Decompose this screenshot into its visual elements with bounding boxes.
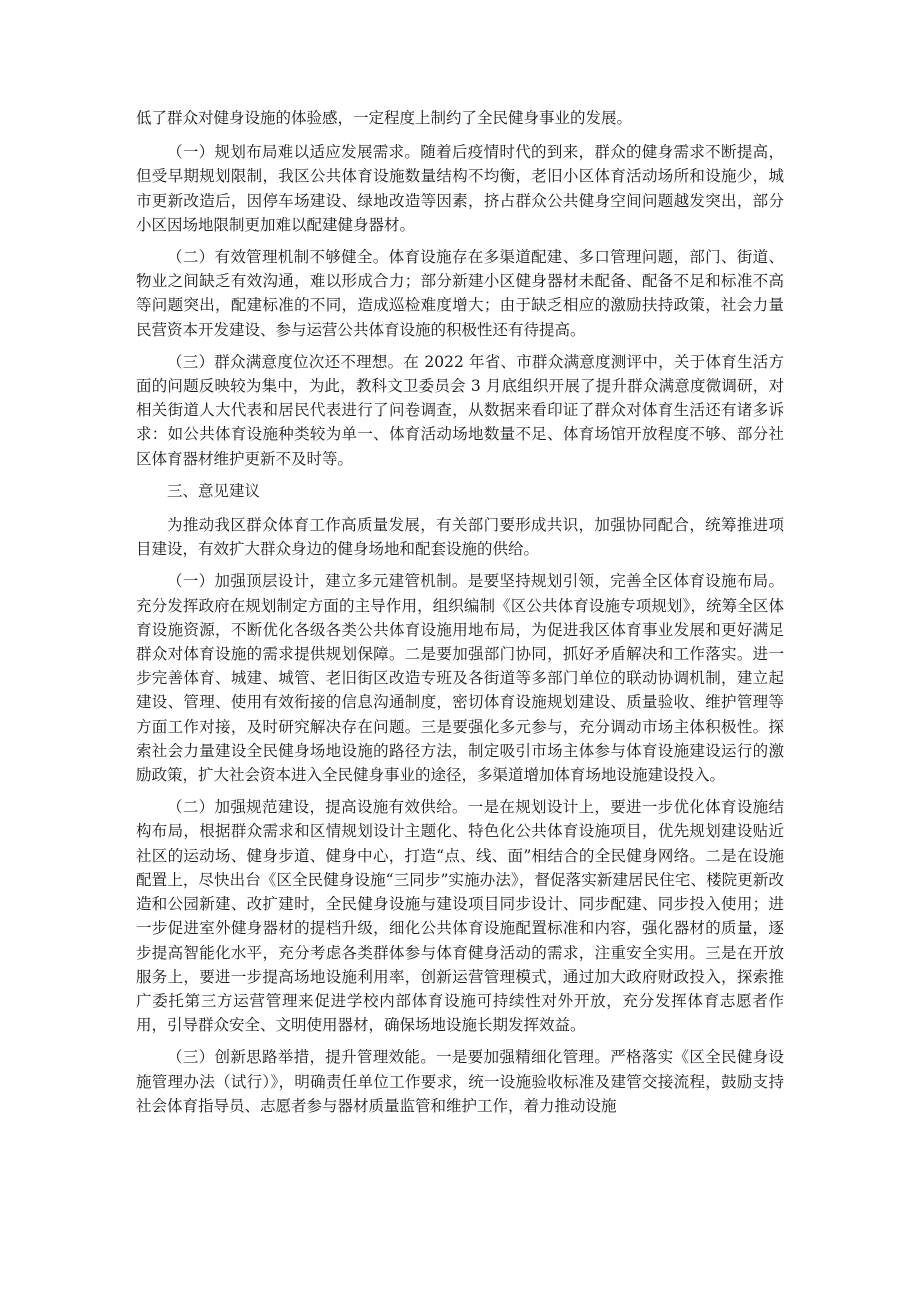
document-page — [136, 106, 784, 1126]
paragraph-suggestion-2: （二）加强规范建设，提高设施有效供给。一是在规划设计上，要进一步优化体育设施结构布局，根据群众需求和区情规划设计主题化、特色化公共体育设施项目，优先规划建设贴近社区的运动场、健身步道、健身中心，打造“点、线、面”相结合的全民健身网络。二是在设施配置上，尽快出台《区全民健身设施“三同步”实施办法》，督促落实新建居民住宅、楼院更新改造和公园新建、改扩建时，全民健身设施与建设项目同步设计、同步配建、同步投入使用；进一步促进室外健身器材的提档升级，细化公共体育设施配置标准和内容，强化器材的质量，逐步提高智能化水平，充分考虑各类群体参与体育健身活动的需求，注重安全实用。三是在开放服务上，要进一步提高场地设施利用率，创新运营管理模式，通过加大政府财政投入，探索推广委托第三方运营管理来促进学校内部体育设施可持续性对外开放，充分发挥体育志愿者作用，引导群众安全、文明使用器材，确保场地设施长期发挥效益。 — [136, 798, 784, 1035]
paragraph-continuation: 低了群众对健身设施的体验感，一定程度上制约了全民健身事业的发展。 — [136, 109, 633, 127]
paragraph-intro: 为推动我区群众体育工作高质量发展，有关部门要形成共识，加强协同配合，统筹推进项目建设，有效扩大群众身边的健身场地和配套设施的供给。 — [136, 516, 784, 559]
paragraph-issue-1: （一）规划布局难以适应发展需求。随着后疫情时代的到来，群众的健身需求不断提高，但受早期规划限制，我区公共体育设施数量结构不均衡，老旧小区体育活动场所和设施少，城市更新改造后，因停车场建设、绿地改造等因素，挤占群众公共健身空间问题越发突出，部分小区因场地限制更加难以配建健身器材。 — [136, 143, 784, 234]
paragraph-issue-2: （二）有效管理机制不够健全。体育设施存在多渠道配建、多口管理问题，部门、街道、物业之间缺乏有效沟通，难以形成合力；部分新建小区健身器材未配备、配备不足和标准不高等问题突出，配建标准的不同，造成巡检难度增大；由于缺乏相应的激励扶持政策，社会力量民营资本开发建设、参与运营公共体育设施的积极性还有待提高。 — [136, 248, 784, 339]
section-heading: 三、意见建议 — [167, 481, 261, 500]
paragraph-suggestion-3: （三）创新思路举措，提升管理效能。一是要加强精细化管理。严格落实《区全民健身设施管理办法（试行）》，明确责任单位工作要求，统一设施验收标准及建管交接流程，鼓励支持社会体育指导员、志愿者参与器材质量监管和维护工作，着力推动设施 — [136, 1048, 784, 1115]
paragraph-suggestion-1: （一）加强顶层设计，建立多元建管机制。是要坚持规划引领，完善全区体育设施布局。充分发挥政府在规划制定方面的主导作用，组织编制《区公共体育设施专项规划》，统筹全区体育设施资源，不断优化各级各类公共体育设施用地布局，为促进我区体育事业发展和更好满足群众对体育设施的需求提供规划保障。二是要加强部门协同，抓好矛盾解决和工作落实。进一步完善体育、城建、城管、老旧街区改造专班及各街道等多部门单位的联动协调机制，建立起建设、管理、使用有效衔接的信息沟通制度，密切体育设施规划建设、质量验收、维护管理等方面工作对接，及时研究解决存在问题。三是要强化多元参与，充分调动市场主体积极性。探索社会力量建设全民健身场地设施的路径方法，制定吸引市场主体参与体育设施建设运行的激励政策，扩大社会资本进入全民健身事业的途径，多渠道增加体育场地设施建设投入。 — [136, 572, 784, 785]
paragraph-issue-3: （三）群众满意度位次还不理想。在 2022 年省、市群众满意度测评中，关于体育生活方面的问题反映较为集中，为此，教科文卫委员会 3 月底组织开展了提升群众满意度微调研，对相关街道人大代表和居民代表进行了问卷调查，从数据来看印证了群众对体育生活还有诸多诉求：如公共体育设施种类较为单一、体育活动场地数量不足、体育场馆开放程度不够、部分社区体育器材维护更新不及时等。 — [136, 352, 784, 468]
